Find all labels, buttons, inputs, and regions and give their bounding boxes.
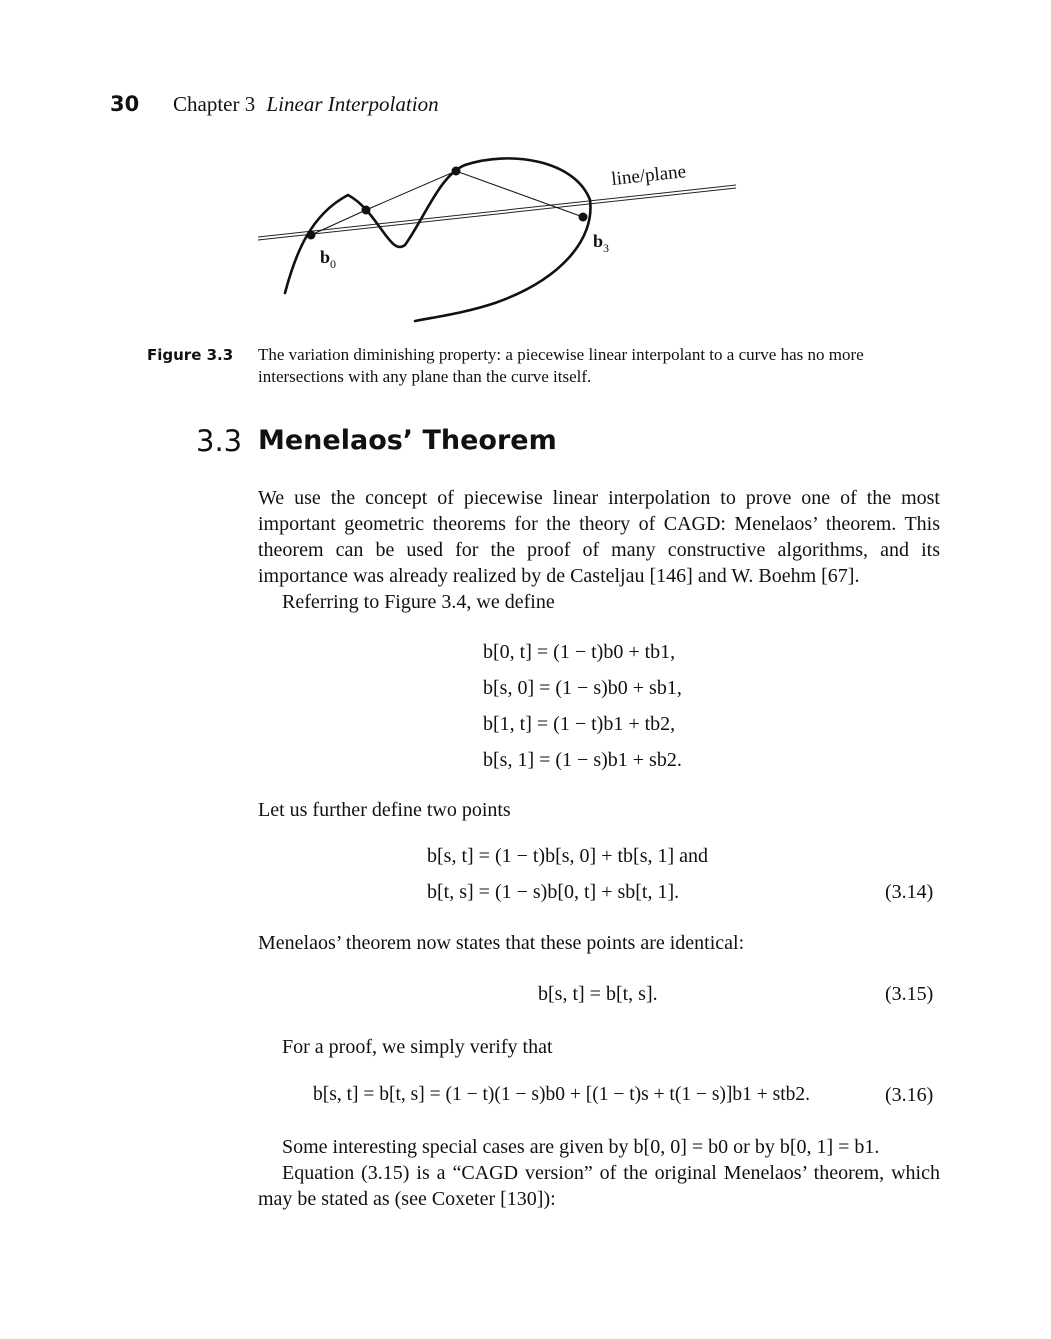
paragraph-proof: For a proof, we simply verify that (282, 1036, 553, 1058)
chapter-label: Chapter 3 (173, 92, 256, 116)
equation-number-3-16: (3.16) (885, 1084, 934, 1106)
point-b2 (452, 167, 461, 176)
figure-caption-label: Figure 3.3 (147, 346, 234, 364)
running-header (173, 92, 439, 117)
equation-bst: b[s, t] = (1 − t)b[s, 0] + tb[s, 1] and (427, 845, 709, 867)
paragraph-special-cases: Some interesting special cases are given by b[0, 0] = b0 or by b[0, 1] = b1. (282, 1136, 880, 1158)
curve (285, 158, 590, 321)
equation-proof: b[s, t] = b[t, s] = (1 − t)(1 − s)b0 + [(1 − t)s + t(1 − s)]b1 + stb2. (313, 1084, 811, 1105)
paragraph-equation-ref: Equation (3.15) is a “CAGD version” of the original Menelaos’ theorem, which may be stated as (see Coxeter [130]): (258, 1162, 940, 1210)
point-b0 (307, 231, 316, 240)
label-line-plane: line/plane (610, 161, 688, 190)
plane-line-2 (258, 188, 736, 240)
label-b0: $b_0$ (320, 247, 337, 271)
paragraph-intro: We use the concept of piecewise linear interpolation to prove one of the most important geometric theorems for the theory of CAGD: Menelaos’ theorem. This theorem can be used for the proof of many constructive algorithms, and its importance was already realized by de Casteljau [146] and W. Boehm [67]. (258, 487, 940, 587)
label-b3: $b_3$ (593, 231, 610, 255)
equation-b1t: b[1, t] = (1 − t)b1 + tb2, (483, 713, 676, 735)
equation-b0t: b[0, t] = (1 − t)b0 + tb1, (483, 641, 676, 663)
section-title: Menelaos’ Theorem (258, 425, 557, 456)
equation-identity: b[s, t] = b[t, s]. (538, 983, 658, 1005)
paragraph-further: Let us further define two points (258, 799, 511, 821)
equation-bs1: b[s, 1] = (1 − s)b1 + sb2. (483, 749, 682, 771)
plane-line (258, 185, 736, 237)
point-b1 (362, 206, 371, 215)
equation-bs0: b[s, 0] = (1 − s)b0 + sb1, (483, 677, 682, 699)
page-number: 30 (110, 92, 140, 116)
chapter-title: Linear Interpolation (266, 92, 439, 116)
figure-caption-text: The variation diminishing property: a piecewise linear interpolant to a curve has no more intersections with any plane than the curve itself. (258, 345, 864, 386)
equation-number-3-14: (3.14) (885, 881, 934, 903)
paragraph-referring: Referring to Figure 3.4, we define (282, 591, 555, 613)
figure-3-3 (240, 145, 760, 330)
point-b3 (579, 213, 588, 222)
section-number: 3.3 (196, 424, 243, 458)
equation-bts: b[t, s] = (1 − s)b[0, t] + sb[t, 1]. (427, 881, 680, 903)
equation-number-3-15: (3.15) (885, 983, 934, 1005)
paragraph-states: Menelaos’ theorem now states that these points are identical: (258, 932, 745, 954)
